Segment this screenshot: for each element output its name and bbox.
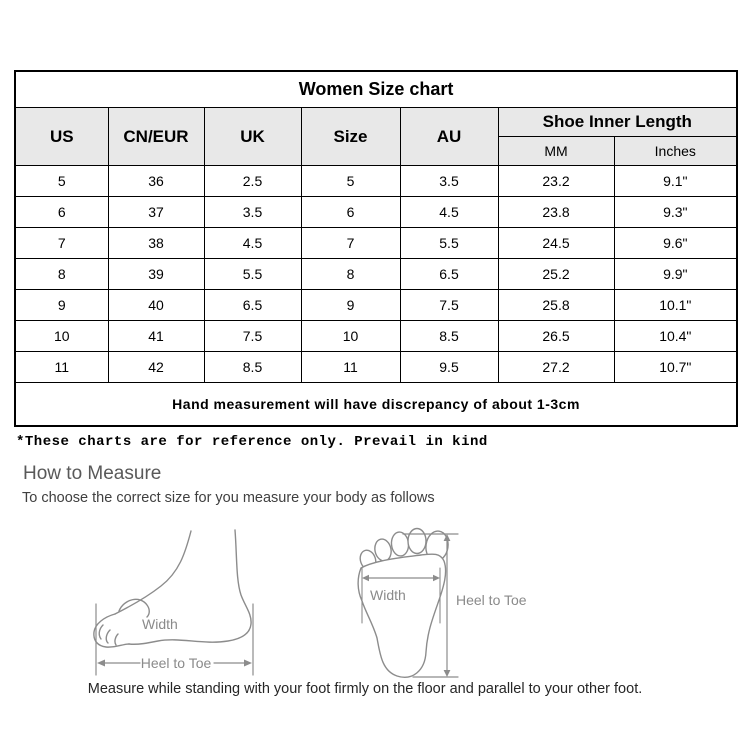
table-cell: 9.6" [614,228,737,259]
table-cell: 36 [108,166,204,197]
table-cell: 25.8 [498,290,614,321]
table-cell: 5 [15,166,108,197]
table-header-row [15,108,737,137]
table-row [15,259,737,290]
table-cell: 5.5 [204,259,301,290]
table-cell: 9 [301,290,400,321]
table-cell: 38 [108,228,204,259]
column-header-size: Size [301,108,400,166]
table-row [15,166,737,197]
table-cell: 9.3" [614,197,737,228]
column-header-us: US [15,108,108,166]
table-cell: 26.5 [498,321,614,352]
side-foot-diagram-icon [88,528,273,683]
width-label: Width [142,616,178,632]
table-cell: 10 [301,321,400,352]
table-cell: 10.7" [614,352,737,383]
table-cell: 10.4" [614,321,737,352]
table-cell: 42 [108,352,204,383]
column-header-inches: Inches [614,137,737,166]
table-cell: 11 [15,352,108,383]
column-header-cneur: CN/EUR [108,108,204,166]
table-cell: 8 [15,259,108,290]
table-cell: 37 [108,197,204,228]
width-label: Width [370,587,406,603]
table-cell: 40 [108,290,204,321]
table-cell: 11 [301,352,400,383]
table-cell: 27.2 [498,352,614,383]
table-cell: 4.5 [204,228,301,259]
column-header-au: AU [400,108,498,166]
how-to-measure-heading: How to Measure [23,463,162,484]
column-header-uk: UK [204,108,301,166]
table-row [15,228,737,259]
table-cell: 7 [301,228,400,259]
table-cell: 9 [15,290,108,321]
table-title-row [15,71,737,108]
table-cell: 5.5 [400,228,498,259]
sole-foot-diagram-icon [355,525,555,690]
table-cell: 8 [301,259,400,290]
table-cell: 10 [15,321,108,352]
table-cell: 7.5 [400,290,498,321]
column-header-mm: MM [498,137,614,166]
table-cell: 10.1" [614,290,737,321]
hand-measurement-note: Hand measurement will have discrepancy of about 1-3cm [15,383,737,427]
table-cell: 41 [108,321,204,352]
women-size-chart-table [14,70,738,427]
measure-instruction-caption: Measure while standing with your foot firmly on the floor and parallel to your other foot. [87,681,643,697]
table-cell: 9.5 [400,352,498,383]
heel-to-toe-label: Heel to Toe [456,592,527,608]
table-row [15,290,737,321]
reference-disclaimer: *These charts are for reference only. Prevail in kind [16,434,488,450]
table-cell: 5 [301,166,400,197]
table-cell: 2.5 [204,166,301,197]
heel-to-toe-label: Heel to Toe [140,655,212,671]
table-cell: 8.5 [204,352,301,383]
table-row [15,321,737,352]
table-title: Women Size chart [15,71,737,108]
table-cell: 9.1" [614,166,737,197]
table-row [15,352,737,383]
table-cell: 8.5 [400,321,498,352]
table-cell: 6.5 [204,290,301,321]
table-cell: 6 [301,197,400,228]
table-cell: 6 [15,197,108,228]
table-cell: 9.9" [614,259,737,290]
column-group-shoe-inner-length: Shoe Inner Length [498,108,737,137]
table-cell: 39 [108,259,204,290]
table-cell: 7 [15,228,108,259]
table-cell: 25.2 [498,259,614,290]
how-to-measure-subtitle: To choose the correct size for you measure your body as follows [22,490,435,506]
table-cell: 23.8 [498,197,614,228]
table-cell: 4.5 [400,197,498,228]
table-cell: 7.5 [204,321,301,352]
table-footer-row [15,383,737,427]
table-cell: 3.5 [204,197,301,228]
table-cell: 6.5 [400,259,498,290]
table-cell: 24.5 [498,228,614,259]
table-row [15,197,737,228]
table-cell: 3.5 [400,166,498,197]
table-cell: 23.2 [498,166,614,197]
